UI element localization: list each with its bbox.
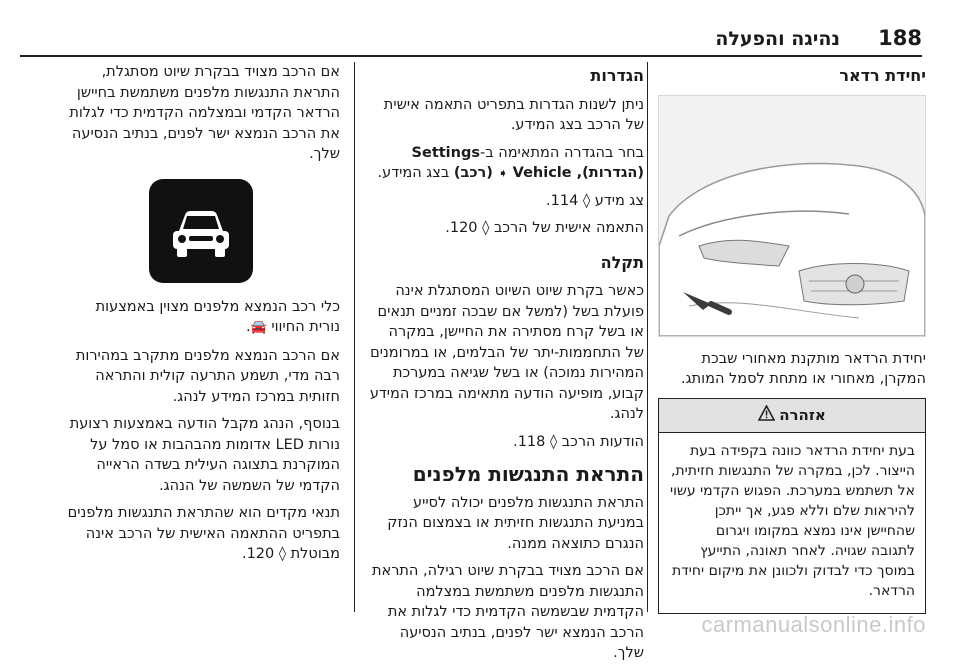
- precondition-text: תנאי מקדים הוא שהתראת התנגשות מלפנים בתפריט ההתאמה האישית של הרכב אינה מבוטלת: [67, 505, 340, 562]
- ref-messages-label: הודעות הרכב: [561, 433, 644, 450]
- ref-personal-page: 120: [449, 220, 478, 236]
- car-front-radar-photo: [658, 95, 926, 337]
- indicator-text: כלי רכב הנמצא מלפנים מצוין באמצעות נורית החיווי: [95, 298, 340, 335]
- column-divider-right: [647, 62, 648, 612]
- radar-unit-heading: יחידת רדאר: [839, 66, 926, 85]
- settings-p2-pre: בחר בהגדרה המתאימה ב-: [480, 144, 644, 161]
- settings-menu-label: Settings: [411, 144, 480, 161]
- left-column: [62, 62, 340, 572]
- car-ahead-indicator-icon: [149, 179, 253, 283]
- radar-unit-caption: יחידת הרדאר מותקנת מאחורי שבכת המקרן, מאחורי או מתחת לסמל המותג.: [681, 350, 926, 387]
- car-ahead-small-icon: 🚘: [250, 320, 267, 335]
- watermark: carmanualsonline.info: [701, 612, 926, 637]
- warning-box: [658, 398, 926, 615]
- settings-p2-mid: (הגדרות),: [571, 165, 644, 181]
- warning-triangle-icon: [758, 405, 775, 427]
- settings-paragraph-2: [366, 143, 644, 184]
- header-divider: [20, 55, 922, 57]
- fault-paragraph: כאשר בקרת שיוט השיוט המסתגלת אינה פועלת בשל (למשל אם שבכה זמניים תנאים או בשל קרח מסתירה את החיישן, במקרה של התחממות-יתר של הבלמים, או במרומנים המהירות נמוכה) או בשל שגיאה במערכת קבוע, מופיעה הודעה מתאימה במרכז המידע לנהג.: [369, 283, 644, 422]
- column-divider-left: [354, 62, 355, 612]
- vehicle-menu-label: Vehicle: [512, 165, 572, 181]
- settings-heading: הגדרות: [590, 66, 644, 85]
- ref-info-page: 114: [550, 192, 579, 209]
- settings-p2-post: בצג המידע.: [377, 165, 454, 181]
- menu-arrow-icon: ➧: [497, 166, 509, 180]
- forward-collision-heading: התראת התנגשות מלפנים: [412, 462, 644, 486]
- precondition-ref-page: 120: [246, 546, 275, 562]
- warning-text: בעת יחידת הרדאר כוונה בקפידה בעת הייצור. לכן, במקרה של התנגשות חזיתית, אל תשתמש במערכת. הפגוש הקדמי עשוי להיראות שלם וללא פגע, אך ייתכן שהחיישן אינו נמצא במקומו ויגרום לתגובה שגויה. לאחר תאונה, התייעץ במוסך כדי לבדוק ולכוונן את מיקום יחידת הרדאר.: [669, 443, 915, 599]
- warning-title: אזהרה: [779, 405, 826, 424]
- approach-alert-paragraph: אם הרכב הנמצא מלפנים מתקרב במהירות רבה מדי, תשמע התרעה קולית והתראה חזותית במרכז המידע לנהג.: [75, 347, 340, 405]
- warning-header: [659, 399, 925, 434]
- page-ref-icon: ◊: [278, 546, 287, 562]
- page-ref-icon: ◊: [582, 192, 591, 209]
- fcw-paragraph-1: התראת התנגשות מלפנים יכולה לסייע במניעת התנגשות חזיתית או בצמצום הנזק הנגרם כתוצאה ממנה.: [387, 494, 644, 552]
- precondition-paragraph: תנאי מקדים הוא שהתראת התנגשות מלפנים בתפריט ההתאמה האישית של הרכב אינה מבוטלת ◊ 120.: [67, 505, 340, 562]
- page-ref-icon: ◊: [550, 433, 558, 450]
- chapter-title: נהיגה והפעלה: [715, 28, 840, 50]
- fcw-paragraph-2: אם הרכב מצויד בבקרת שיוט רגילה, התראת התנגשות מלפנים משתמשת במצלמה הקדמית שבשמשה הקדמית כדי לגלות את הרכב הנמצא ישר לפנים, בנתיב הנסיעה שלך.: [371, 563, 644, 661]
- fault-heading: תקלה: [600, 252, 644, 272]
- settings-paragraph-1: ניתן לשנות הגדרות בתפריט התאמה אישית של הרכב בצג המידע.: [383, 96, 644, 133]
- right-column: [658, 62, 926, 614]
- fcw-radar-paragraph: אם הרכב מצויד בבקרת שיוט מסתגלת, התראת התנגשות מלפנים משתמשת בחיישן הרדאר הקדמי ובמצלמה הקדמית כדי לגלות את הרכב הנמצא ישר לפנים, בנתיב הנסיעה שלך.: [69, 64, 340, 162]
- settings-p2-car: (רכב): [453, 165, 498, 181]
- car-ahead-indicator-paragraph: [62, 297, 340, 339]
- ref-info-display: צג מידע ◊ 114.: [546, 192, 644, 209]
- sign-wrap: [62, 179, 340, 283]
- ref-personal-label: התאמה אישית של הרכב: [493, 220, 644, 236]
- ref-personalization: התאמה אישית של הרכב ◊ 120.: [445, 220, 644, 236]
- ref-messages-page: 118: [517, 433, 546, 450]
- page-ref-icon: ◊: [482, 220, 490, 236]
- ref-vehicle-messages: הודעות הרכב ◊ 118.: [513, 433, 644, 450]
- middle-column: [366, 62, 644, 671]
- page-header: [0, 0, 960, 58]
- indicator-period: .: [245, 319, 251, 335]
- ref-info-label: צג מידע: [594, 192, 644, 209]
- hud-led-paragraph: בנוסף, הנהג מקבל הודעה באמצעות רצועת נורות LED אדומות מהבהבות או סמל על המוקרנת בתצוגה העילית בשדה הראייה הקדמי של השמשה של הנהג.: [69, 416, 340, 494]
- page-number: 188: [878, 26, 922, 50]
